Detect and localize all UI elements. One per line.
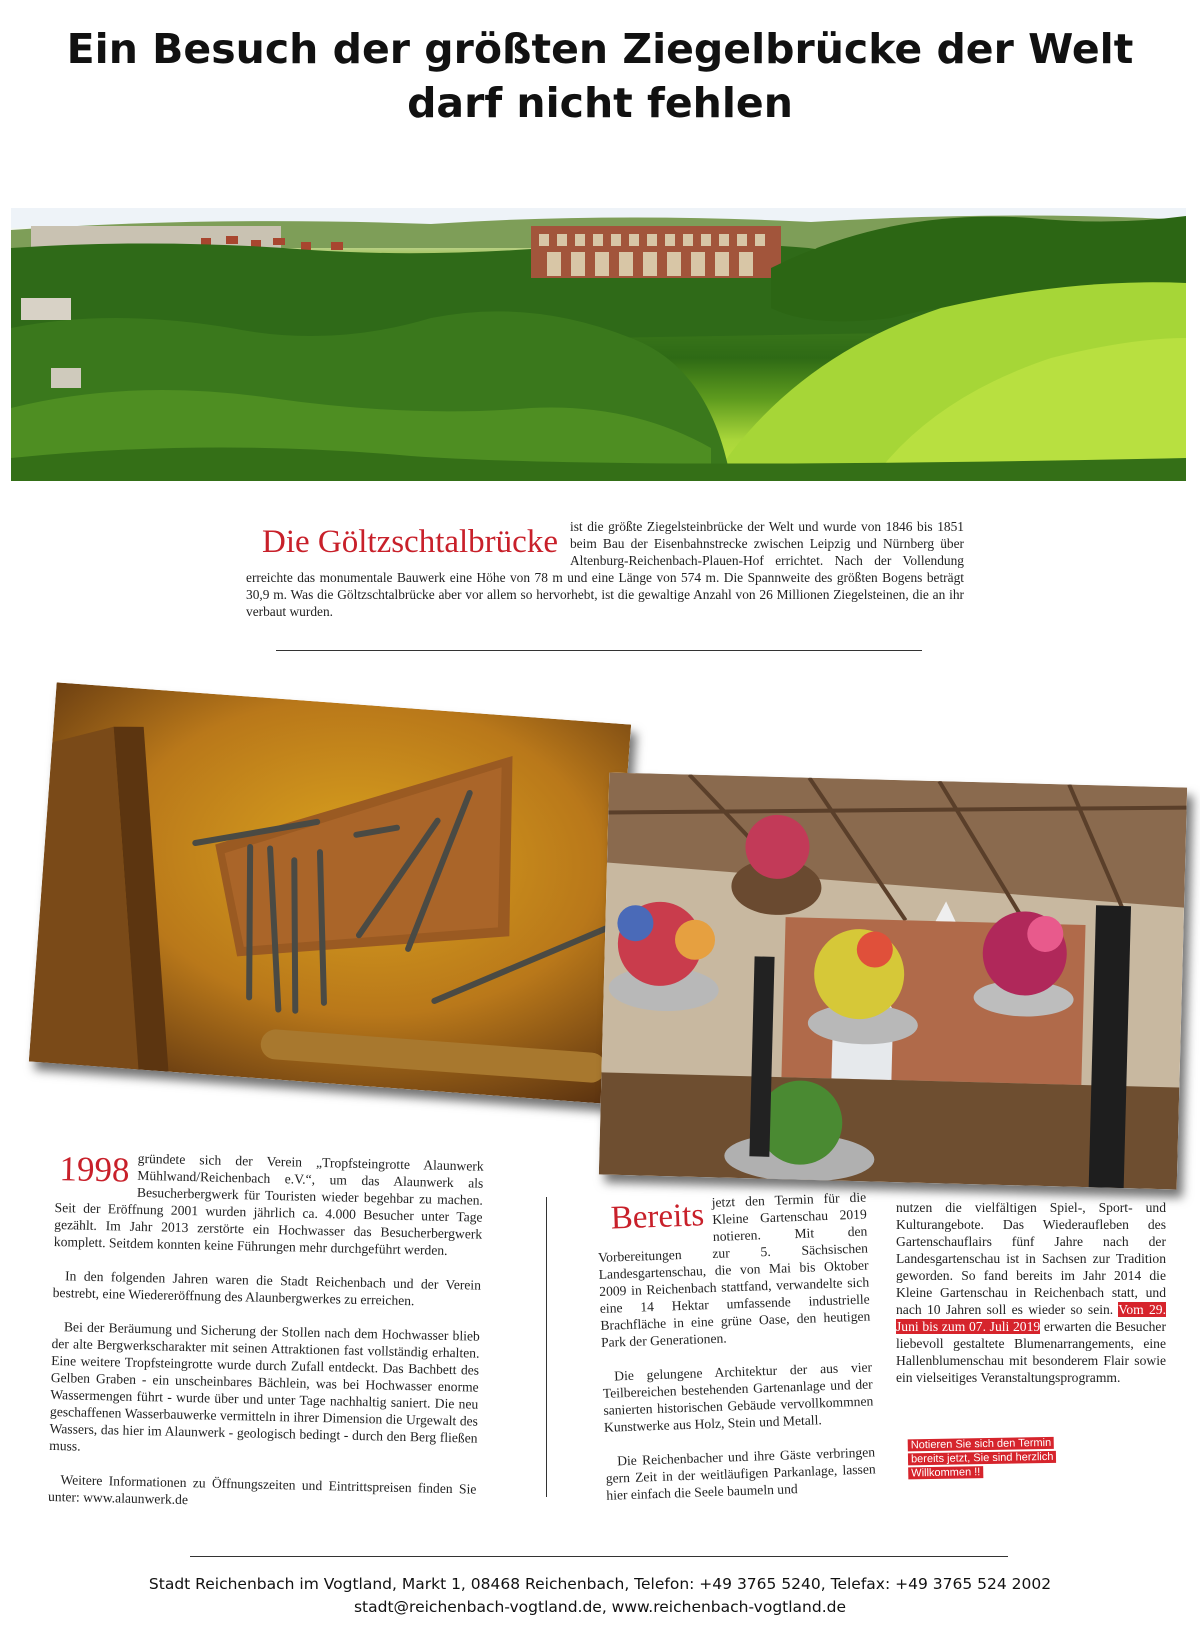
intro-text: ist die größte Ziegelsteinbrücke der Welt und wurde von 1846 bis 1851 beim Bau der Eisenbahnstrecke zwischen Leipzig und Nürnberg über Altenburg-Reichenbach-Plauen-Hof errichtet. Nach der Vollendung erreichte das monumentale Bauwerk eine Höhe von 78 m und eine Länge von 574 m. Die Spannweite des größten Bogens beträgt 30,9 m. Was die Göltzschtalbrücke aber vor allem so hervorhebt, ist die gewaltige Anzahl von 26 Millionen Ziegelsteinen, die an ihr verbaut wurden. <box>246 519 964 619</box>
reminder-note <box>908 1436 1073 1481</box>
gartenschau-paragraph-3: Die Reichenbacher und ihre Gäste verbringen gern Zeit in der weitläufigen Parkanlage, lassen hier einfach die Seele baumeln und <box>605 1444 876 1503</box>
divider-bottom <box>190 1556 1008 1557</box>
alaunwerk-article <box>48 1148 484 1532</box>
gartenschau-right-text-2: erwarten die Besucher liebevoll gestaltete Blumenarrangements, eine Hallenblumenschau mit besonderem Flair sowie ein vielseitiges Veranstaltungsprogramm. <box>896 1319 1166 1385</box>
headline-line-2: darf nicht fehlen <box>407 79 793 127</box>
footer-web: stadt@reichenbach-vogtland.de, www.reichenbach-vogtland.de <box>353 1598 847 1616</box>
alaunwerk-text-1: gründete sich der Verein „Tropfsteingrotte Alaunwerk Mühlwand/Reichenbach e.V.“, um das Alaunwerk als Besucherbergwerk für Touristen wieder begehbar zu machen. Seit der Eröffnung 2001 wurden jährlich ca. 4.000 Besucher unter Tage gezählt. Im Jahr 2013 zerstörte ein Hochwasser das Besucherbergwerk komplett. Seitdem konnten keine Führungen mehr durchgeführt werden. <box>53 1150 484 1258</box>
reminder-line-3: Willkommen !! <box>908 1466 983 1479</box>
headline-line-1: Ein Besuch der größten Ziegelbrücke der Welt <box>66 25 1134 73</box>
gartenschau-article-left <box>596 1189 877 1521</box>
gartenschau-right-paragraph <box>896 1199 1166 1386</box>
alaunwerk-paragraph-2: In den folgenden Jahren waren die Stadt Reichenbach und der Verein bestrebt, eine Wiedereröffnung des Alaunbergwerkes zu erreichen. <box>52 1268 482 1309</box>
page-headline <box>0 22 1200 130</box>
divider-top <box>276 650 922 651</box>
gartenschau-paragraph-1 <box>596 1189 871 1351</box>
intro-dropcap: Die Göltzschtalbrücke <box>262 524 558 560</box>
gartenschau-right-text-1: nutzen die vielfältigen Spiel-, Sport- und Kulturangebote. Das Wiederaufleben des Gartenschauflairs fünf Jahre nach der Landesgartenschau ist in Sachsen zur Tradition geworden. So fand bereits im Jahr 2014 die Kleine Gartenschau in Reichenbach statt, und nach 10 Jahren soll es wieder so sein. <box>896 1200 1166 1317</box>
reminder-line-2: bereits jetzt, Sie sind herzlich <box>908 1451 1057 1466</box>
column-divider <box>546 1197 547 1497</box>
gartenschau-dropcap: Bereits <box>610 1197 705 1237</box>
reminder-line-1: Notieren Sie sich den Termin <box>908 1437 1055 1452</box>
landscape-panorama-image <box>11 208 1186 481</box>
flower-hall-photo <box>599 773 1187 1190</box>
footer-contact: Stadt Reichenbach im Vogtland, Markt 1, 08468 Reichenbach, Telefon: +49 3765 5240, Telefax: +49 3765 524 2002 <box>148 1575 1052 1593</box>
intro-paragraph <box>246 518 964 620</box>
alaunwerk-paragraph-3: Bei der Beräumung und Sicherung der Stollen nach dem Hochwasser blieb der alte Bergwerkscharakter mit seinen Attraktionen fast vollständig erhalten. Eine weitere Tropfsteingrotte wurde durch Zufall entdeckt. Das Bachbett des Gelben Graben - ein unscheinbares Bächlein, was bei Hochwasser enorme Wassermengen führt - wurde über und unter Tage nachhaltig saniert. Die neu geschaffenen Wasserbauwerke vermitteln in ihrer Dimension die Urgewalt des Wassers, das hier im Alaunwerk - geologisch bedingt - durch den Berg fließen muss. <box>49 1319 481 1454</box>
gartenschau-article-right <box>896 1199 1166 1403</box>
gartenschau-text-1: jetzt den Termin für die Kleine Gartenschau 2019 notieren. Mit den Vorbereitungen zur 5. Sächsischen Landesgartenschau, die von Mai bis Oktober 2009 in Reichenbach stattfand, verwandelte sich eine 14 Hektar umfassende industrielle Brachfläche in eine grüne Oase, den heutigen Park der Generationen. <box>597 1189 871 1350</box>
viaduct-shape <box>531 226 781 278</box>
gartenschau-paragraph-2: Die gelungene Architektur der aus vier Teilbereichen bestehenden Gartenanlage und der sanierten historischen Gebäude vervollkommnen Kunstwerke aus Holz, Stein und Metall. <box>602 1359 874 1435</box>
alaunwerk-paragraph-4: Weitere Informationen zu Öffnungszeiten und Eintrittspreisen finden Sie unter: www.alaunwerk.de <box>47 1472 477 1508</box>
mining-tools-photo <box>29 682 631 1103</box>
alaunwerk-paragraph-1 <box>54 1148 484 1260</box>
alaunwerk-year-dropcap: 1998 <box>59 1149 130 1190</box>
date-highlight: Vom 29. Juni bis zum 07. Juli 2019 <box>896 1302 1166 1334</box>
